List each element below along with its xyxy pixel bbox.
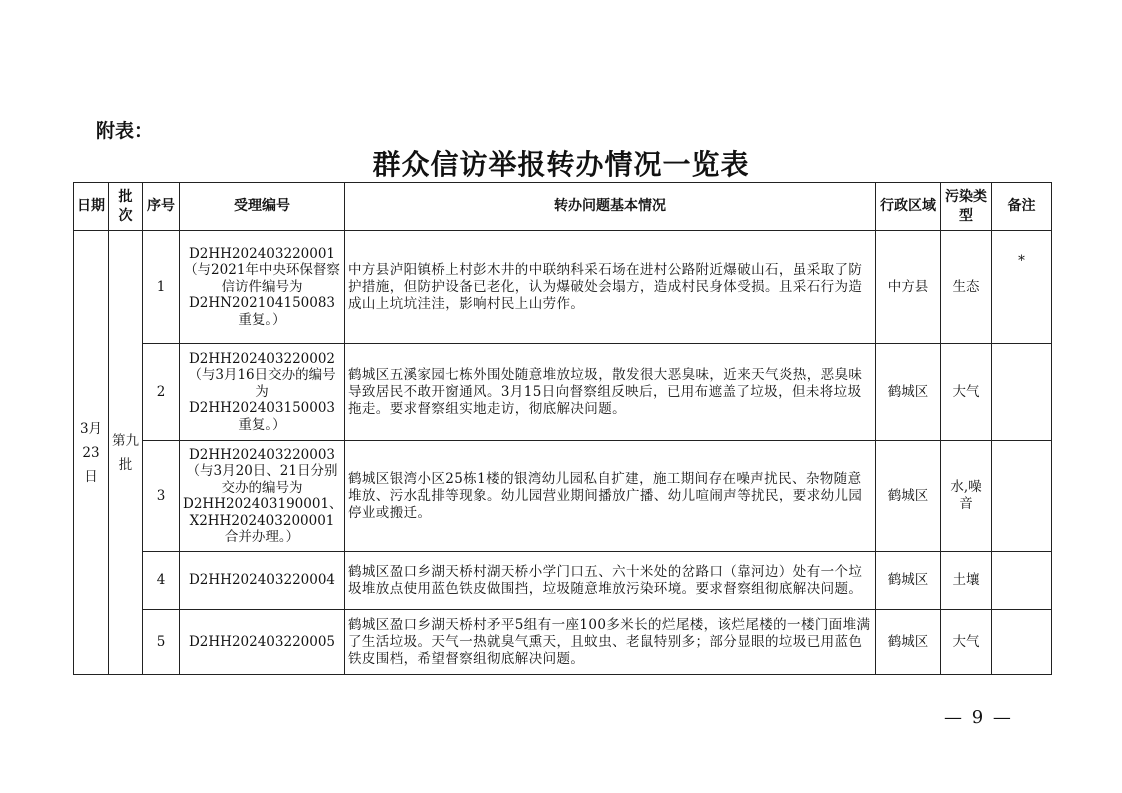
header-desc: 转办问题基本情况 (345, 183, 876, 231)
code-cell: D2HH202403220003（与3月20日、21日分别交办的编号为D2HH202403190001、X2HH202403200001合并办理。） (180, 441, 345, 552)
type-cell: 生态 (941, 231, 992, 344)
table-row (74, 344, 1052, 441)
desc-cell: 中方县泸阳镇桥上村彭木井的中联纳科采石场在进村公路附近爆破山石，虽采取了防护措施，但防护设备已老化，认为爆破处会塌方，造成村民身体受损。且采石行为造成山上坑坑洼洼，影响村民上山劳作。 (345, 231, 876, 344)
desc-cell: 鹤城区五溪家园七栋外围处随意堆放垃圾，散发很大恶臭味，近来天气炎热，恶臭味导致居民不敢开窗通风。3月15日向督察组反映后，已用布遮盖了垃圾，但未将垃圾拖走。要求督察组实地走访，彻底解决问题。 (345, 344, 876, 441)
region-cell: 鹤城区 (876, 610, 941, 675)
date-cell (74, 231, 109, 675)
remark-cell (992, 441, 1052, 552)
region-cell: 中方县 (876, 231, 941, 344)
seq-cell: 1 (143, 231, 180, 344)
table-row (74, 552, 1052, 610)
header-remarks: 备注 (992, 183, 1052, 231)
type-cell: 水,噪音 (941, 441, 992, 552)
table-header-row (74, 183, 1052, 231)
table-row (74, 441, 1052, 552)
table-row (74, 231, 1052, 344)
table-row (74, 610, 1052, 675)
header-date: 日期 (74, 183, 109, 231)
seq-cell: 4 (143, 552, 180, 610)
batch-text: 第九批 (112, 432, 139, 473)
code-cell: D2HH202403220004 (180, 552, 345, 610)
seq-cell: 5 (143, 610, 180, 675)
remark-cell (992, 344, 1052, 441)
attachment-label: 附表： (96, 120, 154, 142)
code-cell: D2HH202403220005 (180, 610, 345, 675)
region-cell: 鹤城区 (876, 344, 941, 441)
date-text: 3月23日 (79, 420, 103, 485)
seq-cell: 2 (143, 344, 180, 441)
type-cell: 土壤 (941, 552, 992, 610)
desc-cell: 鹤城区银湾小区25栋1楼的银湾幼儿园私自扩建，施工期间存在噪声扰民、杂物随意堆放、污水乱排等现象。幼儿园营业期间播放广播、幼儿喧闹声等扰民，要求幼儿园停业或搬迁。 (345, 441, 876, 552)
remark-cell (992, 610, 1052, 675)
type-cell: 大气 (941, 610, 992, 675)
header-code: 受理编号 (180, 183, 345, 231)
document-title: 群众信访举报转办情况一览表 (372, 148, 750, 181)
complaints-table (73, 182, 1052, 675)
code-cell: D2HH202403220002（与3月16日交办的编号为D2HH202403150003重复。） (180, 344, 345, 441)
code-cell: D2HH202403220001（与2021年中央环保督察信访件编号为D2HN202104150083重复。） (180, 231, 345, 344)
type-cell: 大气 (941, 344, 992, 441)
batch-cell (109, 231, 143, 675)
remark-cell (992, 552, 1052, 610)
desc-cell: 鹤城区盈口乡湖天桥村湖天桥小学门口五、六十米处的岔路口（靠河边）处有一个垃圾堆放点使用蓝色铁皮做围挡，垃圾随意堆放污染环境。要求督察组彻底解决问题。 (345, 552, 876, 610)
header-batch: 批次 (109, 183, 143, 231)
region-cell: 鹤城区 (876, 552, 941, 610)
remark-cell: * (992, 231, 1052, 344)
header-type: 污染类型 (941, 183, 992, 231)
seq-cell: 3 (143, 441, 180, 552)
desc-cell: 鹤城区盈口乡湖天桥村矛平5组有一座100多米长的烂尾楼，该烂尾楼的一楼门面堆满了生活垃圾。天气一热就臭气熏天，且蚊虫、老鼠特别多；部分显眼的垃圾已用蓝色铁皮围档，希望督察组彻底解决问题。 (345, 610, 876, 675)
header-seq: 序号 (143, 183, 180, 231)
page-number: — 9 — (944, 707, 1013, 728)
region-cell: 鹤城区 (876, 441, 941, 552)
header-region: 行政区域 (876, 183, 941, 231)
